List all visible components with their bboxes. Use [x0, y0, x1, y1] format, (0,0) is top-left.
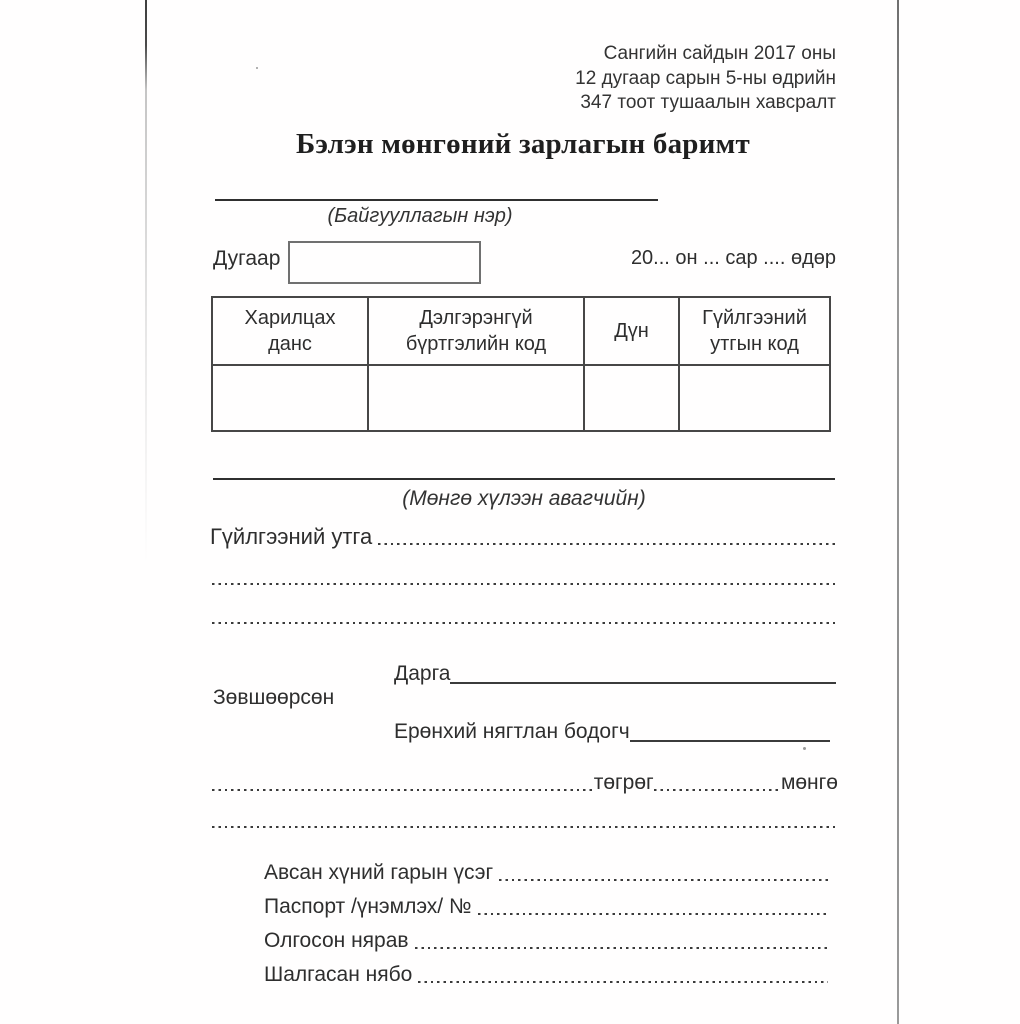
col-header-account: Харилцах данс	[212, 297, 368, 365]
money-receiver-line	[213, 478, 835, 480]
director-label: Дарга	[394, 662, 451, 685]
cell-tx-code[interactable]	[679, 365, 830, 431]
receiver-signature-line	[499, 860, 828, 886]
approved-label: Зөвшөөрсөн	[213, 686, 335, 709]
issuing-cashier-label: Олгосон нярав	[264, 929, 409, 952]
chief-accountant-signature-line	[630, 714, 830, 742]
paper-right-edge	[897, 0, 899, 1024]
checking-accountant-label: Шалгасан нябо	[264, 963, 413, 986]
money-receiver-caption: (Мөнгө хүлээн авагчийн)	[402, 487, 646, 510]
organization-name-caption: (Байгууллагын нэр)	[327, 205, 513, 227]
transaction-description-label: Гүйлгээний утга	[210, 524, 373, 549]
signature-list	[264, 852, 828, 988]
transaction-table	[211, 296, 831, 432]
table-row	[212, 365, 830, 431]
signature-row-passport	[264, 886, 828, 920]
checking-accountant-line	[418, 962, 828, 988]
signature-row-checker	[264, 954, 828, 988]
scan-speck	[803, 747, 806, 750]
cell-amount[interactable]	[584, 365, 679, 431]
col-header-amount: Дүн	[584, 297, 679, 365]
annex-note-line: 12 дугаар сарын 5-ны өдрийн	[575, 67, 836, 89]
transaction-description-fill-line	[378, 524, 836, 550]
number-label: Дугаар	[213, 247, 281, 270]
amount-fill-line	[212, 770, 594, 796]
signature-row-receiver	[264, 852, 828, 886]
form-title: Бэлэн мөнгөний зарлагын баримт	[296, 128, 750, 160]
col-header-tx-code: Гүйлгээний утгын код	[679, 297, 830, 365]
cell-detail-code[interactable]	[368, 365, 584, 431]
annex-note-line: Сангийн сайдын 2017 оны	[603, 43, 836, 64]
annex-note	[575, 42, 836, 116]
tugrug-label: төгрөг	[593, 771, 654, 794]
transaction-description-row	[210, 524, 836, 550]
receiver-signature-label: Авсан хүний гарын үсэг	[264, 861, 494, 884]
issuing-cashier-line	[415, 928, 828, 954]
annex-note-line: 347 тоот тушаалын хавсралт	[580, 92, 836, 113]
amount-fill-line-2	[212, 826, 836, 828]
cents-fill-line	[654, 770, 781, 796]
signature-row-cashier	[264, 920, 828, 954]
scan-speck	[256, 67, 258, 69]
paper-left-edge	[145, 0, 147, 565]
date-line: 20... он ... сар .... өдөр	[630, 247, 836, 269]
director-signature-row	[394, 656, 836, 687]
amount-in-words-row	[212, 770, 838, 796]
chief-accountant-signature-row	[394, 714, 830, 745]
transaction-fill-line-3	[212, 622, 836, 624]
mongo-label: мөнгө	[780, 771, 838, 794]
table-header-row	[212, 297, 830, 365]
passport-number-line	[478, 894, 828, 920]
number-input[interactable]	[288, 241, 481, 284]
chief-accountant-label: Ерөнхий нягтлан бодогч	[394, 720, 630, 743]
col-header-detail-code: Дэлгэрэнгүй бүртгэлийн код	[368, 297, 584, 365]
director-signature-line	[450, 656, 836, 684]
passport-number-label: Паспорт /үнэмлэх/ №	[264, 895, 472, 918]
organization-name-line	[215, 199, 658, 201]
transaction-fill-line-2	[212, 583, 836, 585]
cell-account[interactable]	[212, 365, 368, 431]
